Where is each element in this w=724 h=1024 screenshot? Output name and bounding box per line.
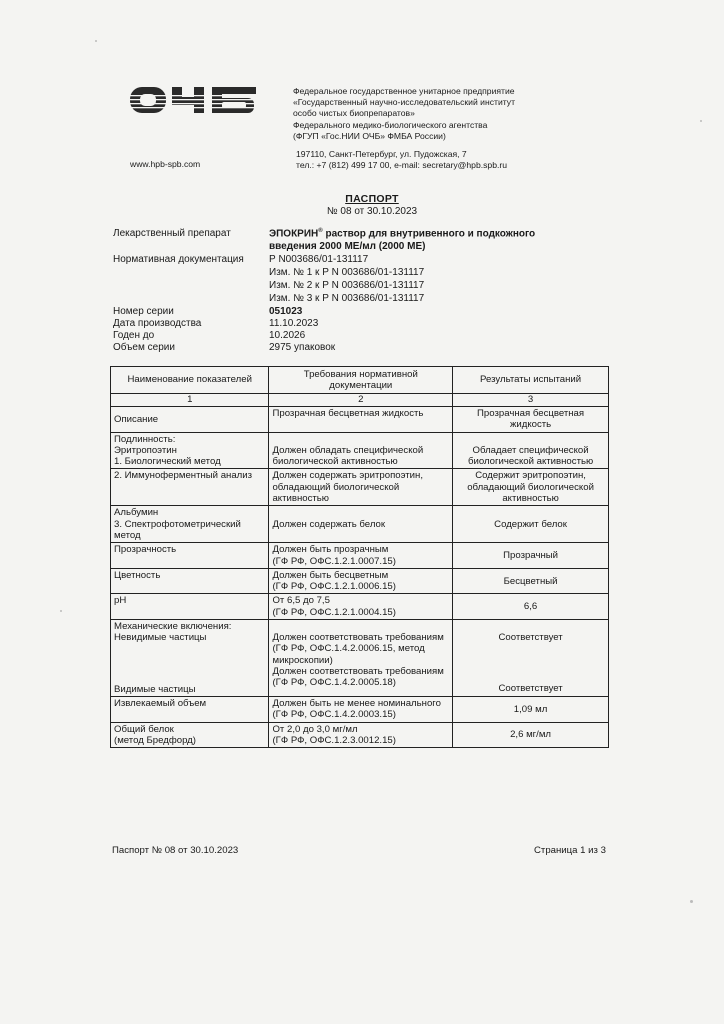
test-result: 6,6 xyxy=(453,594,609,620)
parameter-name: pH xyxy=(111,594,269,620)
test-result: Бесцветный xyxy=(453,568,609,594)
test-result: Обладает специфической биологической активностью xyxy=(453,432,609,469)
drug-description: раствор для внутривенного и подкожного xyxy=(322,228,536,240)
scan-speck xyxy=(60,610,62,612)
column-header: Наименование показателей xyxy=(111,367,269,394)
column-number: 1 xyxy=(111,394,269,407)
table-row xyxy=(111,543,609,569)
column-header: Требования нормативной документации xyxy=(269,367,453,394)
table-row xyxy=(111,469,609,506)
parameter-name xyxy=(111,620,269,697)
normdoc-line: Изм. № 3 к Р N 003686/01-131117 xyxy=(269,293,425,304)
drug-name-line1 xyxy=(269,228,535,239)
requirement: Должен быть прозрачным (ГФ РФ, ОФС.1.2.1.0007.15) xyxy=(269,543,453,569)
test-result: 1,09 мл xyxy=(453,696,609,722)
column-number: 3 xyxy=(453,394,609,407)
normdoc-label: Нормативная документация xyxy=(113,254,244,265)
parameter-name-part: Видимые частицы xyxy=(114,683,196,695)
table-row xyxy=(111,506,609,543)
footer-page-number: Страница 1 из 3 xyxy=(534,845,606,856)
column-header: Результаты испытаний xyxy=(453,367,609,394)
production-date-label: Дата производства xyxy=(113,318,202,329)
test-result: Содержит белок xyxy=(453,506,609,543)
address-block xyxy=(296,149,507,171)
expiry-value: 10.2026 xyxy=(269,330,306,341)
volume-value: 2975 упаковок xyxy=(269,342,336,353)
requirement: От 6,5 до 7,5 (ГФ РФ, ОФС.1.2.1.0004.15) xyxy=(269,594,453,620)
parameter-name: 2. Иммуноферментный анализ xyxy=(111,469,269,506)
table-header-row xyxy=(111,367,609,394)
parameter-name: Описание xyxy=(111,407,269,433)
scan-speck xyxy=(700,120,702,122)
contact-line: тел.: +7 (812) 499 17 00, e-mail: secretary@hpb.spb.ru xyxy=(296,160,507,171)
production-date-value: 11.10.2023 xyxy=(269,318,319,329)
test-result: Прозрачная бесцветная жидкость xyxy=(453,407,609,433)
website-link[interactable]: www.hpb-spb.com xyxy=(130,159,201,169)
test-result xyxy=(453,620,609,697)
footer-passport-number: Паспорт № 08 от 30.10.2023 xyxy=(112,845,239,856)
parameter-name: Альбумин 3. Спектрофотометрический метод xyxy=(111,506,269,543)
requirement: Должен содержать эритропоэтин, обладающий биологической активностью xyxy=(269,469,453,506)
normdoc-line: Изм. № 2 к Р N 003686/01-131117 xyxy=(269,280,425,291)
test-result-part: Соответствует xyxy=(498,632,563,644)
series-label: Номер серии xyxy=(113,306,174,317)
address-line: 197110, Санкт-Петербург, ул. Пудожская, 7 xyxy=(296,149,467,159)
document-title: ПАСПОРТ xyxy=(345,193,399,205)
org-line: особо чистых биопрепаратов» xyxy=(293,108,415,119)
normdoc-line: Изм. № 1 к Р N 003686/01-131117 xyxy=(269,267,425,278)
table-row xyxy=(111,722,609,748)
requirement: Должен содержать белок xyxy=(269,506,453,543)
test-result: Содержит эритропоэтин, обладающий биологической активностью xyxy=(453,469,609,506)
table-row xyxy=(111,594,609,620)
parameter-name: Общий белок (метод Бредфорд) xyxy=(111,722,269,748)
requirement: От 2,0 до 3,0 мг/мл (ГФ РФ, ОФС.1.2.3.0012.15) xyxy=(269,722,453,748)
parameter-name: Подлинность: Эритропоэтин 1. Биологический метод xyxy=(111,432,269,469)
volume-label: Объем серии xyxy=(113,342,175,353)
table-row xyxy=(111,432,609,469)
table-row xyxy=(111,696,609,722)
test-result: Прозрачный xyxy=(453,543,609,569)
document-number: № 08 от 30.10.2023 xyxy=(326,206,418,217)
test-result-part: Соответствует xyxy=(498,683,563,695)
organization-block xyxy=(293,86,515,142)
normdoc-line: Р N003686/01-131117 xyxy=(269,254,369,265)
column-number-row xyxy=(111,394,609,407)
table-row xyxy=(111,620,609,697)
requirement-part: Должен соответствовать требованиям (ГФ РФ, ОФС.1.4.2.0005.18) xyxy=(272,665,444,689)
org-line: (ФГУП «Гос.НИИ ОЧБ» ФМБА России) xyxy=(293,130,446,141)
requirement-part: Должен соответствовать требованиям (ГФ РФ, ОФС.1.4.2.0006.15, метод микроскопии) xyxy=(272,632,444,666)
series-value: 051023 xyxy=(269,306,303,317)
specification-table xyxy=(110,366,609,748)
org-line: Федерального медико-биологического агентства xyxy=(293,119,488,130)
drug-label: Лекарственный препарат xyxy=(113,228,231,239)
ochb-logo-icon xyxy=(128,86,258,114)
parameter-name: Прозрачность xyxy=(111,543,269,569)
requirement: Должен обладать специфической биологической активностью xyxy=(269,432,453,469)
drug-name-line2: введения 2000 МЕ/мл (2000 МЕ) xyxy=(269,241,426,252)
requirement: Должен быть не менее номинального (ГФ РФ, ОФС.1.4.2.0003.15) xyxy=(269,696,453,722)
table-row xyxy=(111,568,609,594)
parameter-name: Извлекаемый объем xyxy=(111,696,269,722)
org-line: «Государственный научно-исследовательский институт xyxy=(293,97,516,108)
requirement: Прозрачная бесцветная жидкость xyxy=(269,407,453,433)
requirement xyxy=(269,620,453,697)
org-line: Федеральное государственное унитарное предприятие xyxy=(293,86,515,96)
registered-mark: ® xyxy=(318,228,323,234)
requirement: Должен быть бесцветным (ГФ РФ, ОФС.1.2.1.0006.15) xyxy=(269,568,453,594)
scan-speck xyxy=(95,40,97,42)
table-row xyxy=(111,407,609,433)
drug-name: ЭПОКРИН xyxy=(269,228,319,240)
parameter-name: Цветность xyxy=(111,568,269,594)
scan-speck xyxy=(690,900,693,903)
expiry-label: Годен до xyxy=(113,330,155,341)
test-result: 2,6 мг/мл xyxy=(453,722,609,748)
column-number: 2 xyxy=(269,394,453,407)
parameter-name-part: Механические включения: Невидимые частицы xyxy=(114,621,232,644)
